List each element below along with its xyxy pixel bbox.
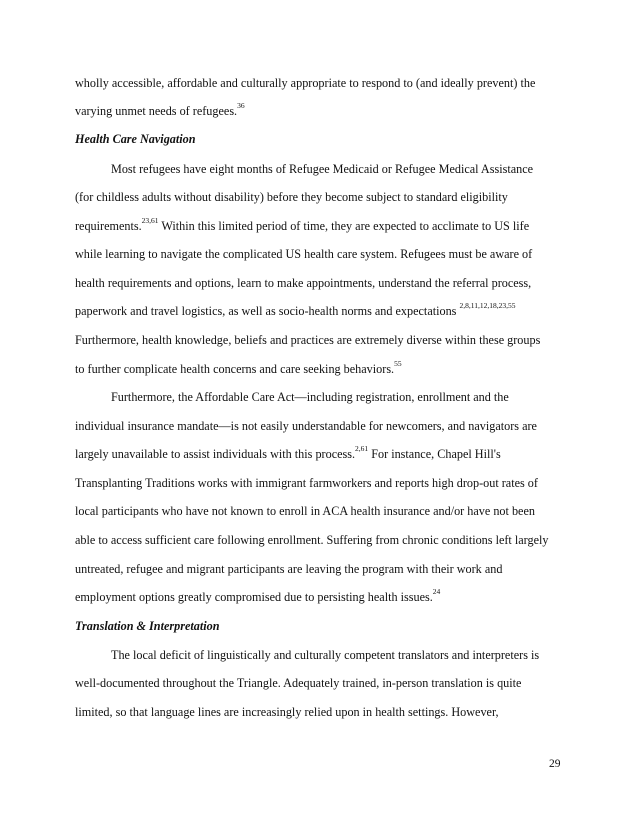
body-line: wholly accessible, affordable and culturally appropriate to respond to (and ideally prevent) the <box>75 76 536 90</box>
citation: 24 <box>432 586 441 596</box>
body-line: Most refugees have eight months of Refugee Medicaid or Refugee Medical Assistance <box>111 162 534 176</box>
body-line: requirements.$^{23,61}$ Within this limited period of time, they are expected to acclimate to US life <box>75 215 530 233</box>
citation: 36 <box>237 100 245 110</box>
body-line: health requirements and options, learn to make appointments, understand the referral process, <box>75 276 532 290</box>
body-line: varying unmet needs of refugees.$^{36}$ <box>75 100 245 118</box>
body-line: untreated, refugee and migrant participants are leaving the program with their work and <box>75 562 503 576</box>
body-line: local participants who have not known to enroll in ACA health insurance and/or have not been <box>75 504 535 518</box>
body-line: Furthermore, the Affordable Care Act—including registration, enrollment and the <box>111 390 509 404</box>
body-line: (for childless adults without disability) before they become subject to standard eligibility <box>75 190 508 204</box>
section-heading: Health Care Navigation <box>75 132 196 146</box>
citation: 55 <box>394 358 402 368</box>
body-line: largely unavailable to assist individuals with this process.$^{2,61}$ For instance, Chapel Hill's <box>75 443 501 461</box>
body-line: employment options greatly compromised due to persisting health issues.$^{24}$ <box>75 586 441 604</box>
body-line: to further complicate health concerns and care seeking behaviors.$^{55}$ <box>75 358 402 376</box>
body-line: The local deficit of linguistically and culturally competent translators and interpreters is <box>111 648 540 662</box>
body-line: well-documented throughout the Triangle. Adequately trained, in-person translation is quite <box>75 676 522 690</box>
body-line: limited, so that language lines are increasingly relied upon in health settings. However, <box>75 705 499 719</box>
body-line: able to access sufficient care following enrollment. Suffering from chronic conditions left largely <box>75 533 549 547</box>
citation: 2,8,11,12,18,23,55 <box>459 300 516 310</box>
section-heading: Translation & Interpretation <box>75 619 220 633</box>
citation: 23,61 <box>141 215 159 225</box>
page-number: 29 <box>549 758 561 770</box>
body-line: while learning to navigate the complicated US health care system. Refugees must be aware of <box>75 247 533 261</box>
body-line: Transplanting Traditions works with immigrant farmworkers and reports high drop-out rates of <box>75 476 538 490</box>
body-line: Furthermore, health knowledge, beliefs and practices are extremely diverse within these groups <box>75 333 541 347</box>
body-line: paperwork and travel logistics, as well as socio-health norms and expectations $^{2,8,11,12,18,23,55}$ <box>75 300 516 318</box>
body-line: individual insurance mandate—is not easily understandable for newcomers, and navigators are <box>75 419 537 433</box>
citation: 2,61 <box>355 443 369 453</box>
